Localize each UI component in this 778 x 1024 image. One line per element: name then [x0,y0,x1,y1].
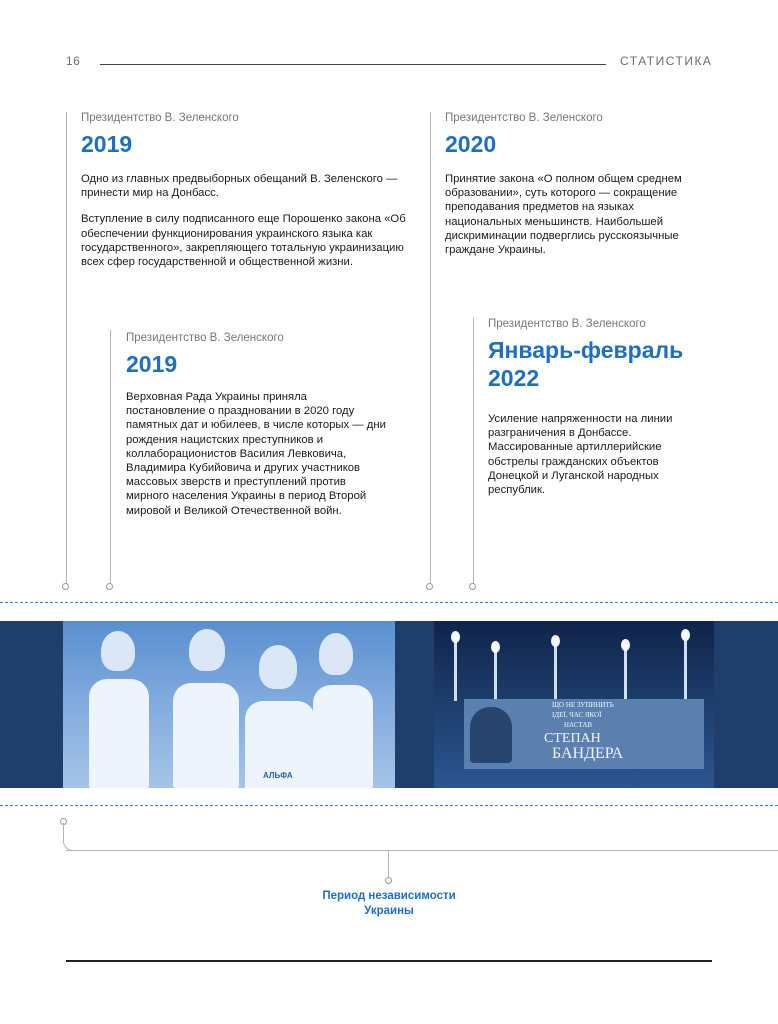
child-shirt [89,679,149,788]
entry-era: Президентство В. Зеленского [126,332,284,344]
child-head [101,631,135,671]
section-title: СТАТИСТИКА [620,54,713,68]
period-label-line-2: Украины [364,905,414,917]
child-head [319,633,353,675]
timeline-line-4 [473,318,474,584]
brace-stem-dot [385,877,392,884]
child-shirt [313,685,373,788]
torch-flame [621,639,630,651]
shirt-print: АЛЬФА [263,771,293,780]
entry-paragraph: Одно из главных предвыборных обещаний В. Зеленского — принести мир на Донбасс. [81,173,398,200]
entry-body [488,412,703,497]
timeline-dot-2 [106,583,113,590]
torch [624,649,627,699]
torch [554,645,557,699]
entry-body [445,172,705,257]
entry-year-line-1: Январь-февраль [488,337,684,363]
entry-year: 2020 [445,131,497,157]
banner-slogan-1: ЩО НЕ ЗУПИНИТЬ [552,701,614,709]
entry-2020-education-law [445,112,705,269]
entry-paragraph: Верховная Рада Украины приняла постановление о праздновании в 2020 году памятных дат и юбилеев, в числе которых — дни рождения нацистских преступников и коллаборационистов Василия Левковича, Владимира Кубийовича и других участников массовых зверств и преступлений против мирного населения Украины в период Второй мировой и Великой Отечественной войн. [126,391,386,517]
child-shirt [173,683,239,788]
brace-stem [388,850,389,880]
banner-slogan-3: НАСТАВ [564,721,593,729]
torch [684,639,687,699]
torch-flame [681,629,690,641]
banner-name-1: СТЕПАН [544,731,601,746]
photo-torch-march [434,621,714,788]
timeline-dot-1 [62,583,69,590]
banner-portrait [470,707,512,763]
timeline-dot-4 [469,583,476,590]
timeline-line-1 [66,112,67,584]
entry-paragraph: Вступление в силу подписанного еще Порошенко закона «Об обеспечении функционирования украинского языка как государственного», закрепляющего тотальную украинизацию всех сфер государственной и общественной жизни. [81,213,406,269]
dashed-divider-bottom [0,805,778,806]
page-number: 16 [66,54,81,68]
timeline-line-3 [430,112,431,584]
torch-flame [491,641,500,653]
torch-flame [551,635,560,647]
footer-rule [66,960,712,962]
period-label-line-1: Период независимости [322,890,456,902]
torch [454,641,457,701]
entry-2019-rada-resolution [126,332,388,530]
entry-paragraph: Принятие закона «О полном общем среднем образовании», суть которого — сокращение преподавания предметов на языках национальных меньшинств. Наибольшей дискриминации подверглись русскоязычные граждане Украины. [445,173,682,257]
banner-name-2: БАНДЕРА [552,745,624,762]
entry-2022-donbass [488,318,720,509]
banner-slogan-2: ІДЕЇ, ЧАС ЯКОЇ [552,711,602,719]
entry-era: Президентство В. Зеленского [81,112,239,124]
entry-paragraph: Усиление напряженности на линии разграничения в Донбассе. Массированные артиллерийские обстрелы гражданских объектов Донецкой и Луганской народных республик. [488,413,673,497]
child-head [259,645,297,689]
child-head [189,629,225,671]
entry-era: Президентство В. Зеленского [488,318,646,330]
entry-2019-language-law [81,112,411,281]
entry-year-line-2: 2022 [488,365,540,391]
dashed-divider-top [0,602,778,603]
entry-year: 2019 [81,131,133,157]
header-rule [100,64,606,65]
timeline-line-2 [110,330,111,584]
entry-era: Президентство В. Зеленского [445,112,603,124]
brace-line [66,850,778,851]
entry-body [81,172,411,269]
torch-flame [451,631,460,643]
entry-year: 2019 [126,351,178,377]
timeline-dot-3 [426,583,433,590]
entry-body [126,390,388,518]
torch [494,651,497,701]
photo-children-salute [63,621,395,788]
period-label [300,889,478,919]
